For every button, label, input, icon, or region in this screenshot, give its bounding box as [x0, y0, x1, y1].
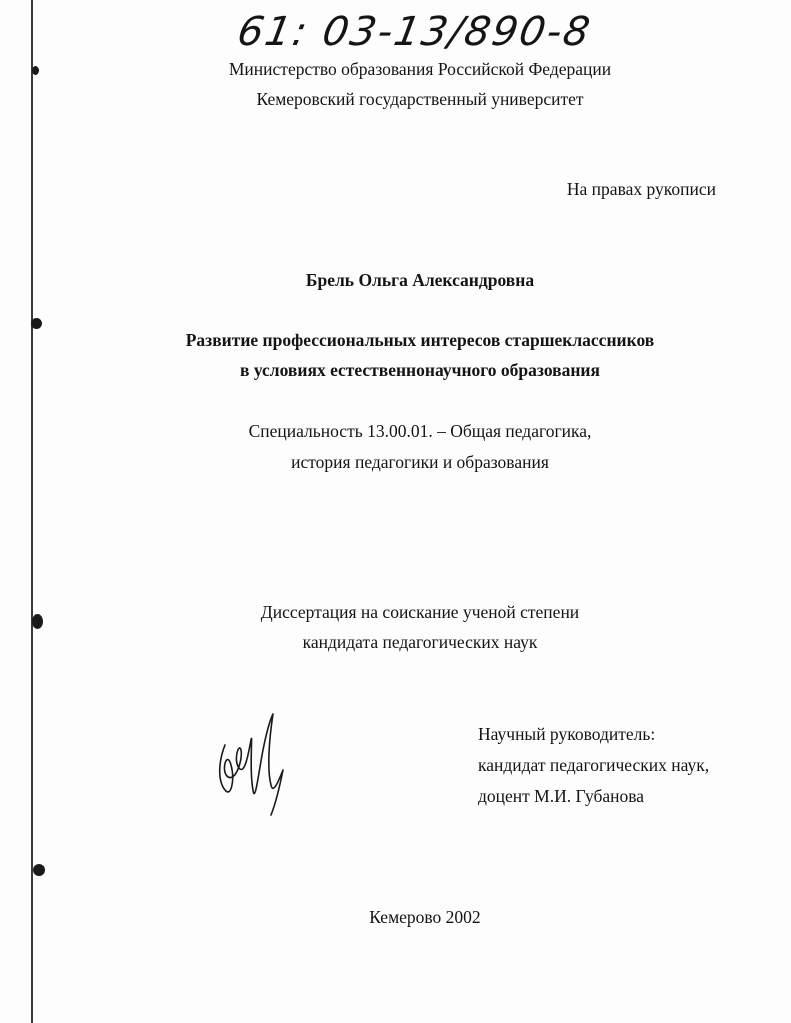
dissertation-title-line-2: в условиях естественнонаучного образования	[240, 360, 600, 380]
ministry-heading: Министерство образования Российской Федерации	[228, 59, 612, 79]
handwritten-signature-icon	[213, 710, 293, 820]
rights-note: На правах рукописи	[566, 179, 716, 199]
author-name: Брель Ольга Александровна	[305, 270, 535, 290]
handwritten-archive-code: 61: 03-13/890-8	[233, 9, 596, 55]
supervisor-degree: кандидат педагогических наук,	[478, 755, 710, 775]
punch-hole-mark	[33, 864, 45, 876]
degree-line-1: Диссертация на соискание ученой степени	[260, 602, 580, 622]
supervisor-label: Научный руководитель:	[478, 724, 656, 744]
university-heading: Кемеровский государственный университет	[256, 89, 584, 109]
punch-hole-mark	[31, 318, 42, 329]
supervisor-name: доцент М.И. Губанова	[478, 786, 645, 806]
specialty-line-1: Специальность 13.00.01. – Общая педагогика,	[248, 421, 592, 441]
city-year: Кемерово 2002	[369, 907, 481, 927]
degree-line-2: кандидата педагогических наук	[302, 632, 538, 652]
specialty-line-2: история педагогики и образования	[291, 452, 549, 472]
dissertation-title-line-1: Развитие профессиональных интересов старшеклассников	[185, 330, 655, 350]
